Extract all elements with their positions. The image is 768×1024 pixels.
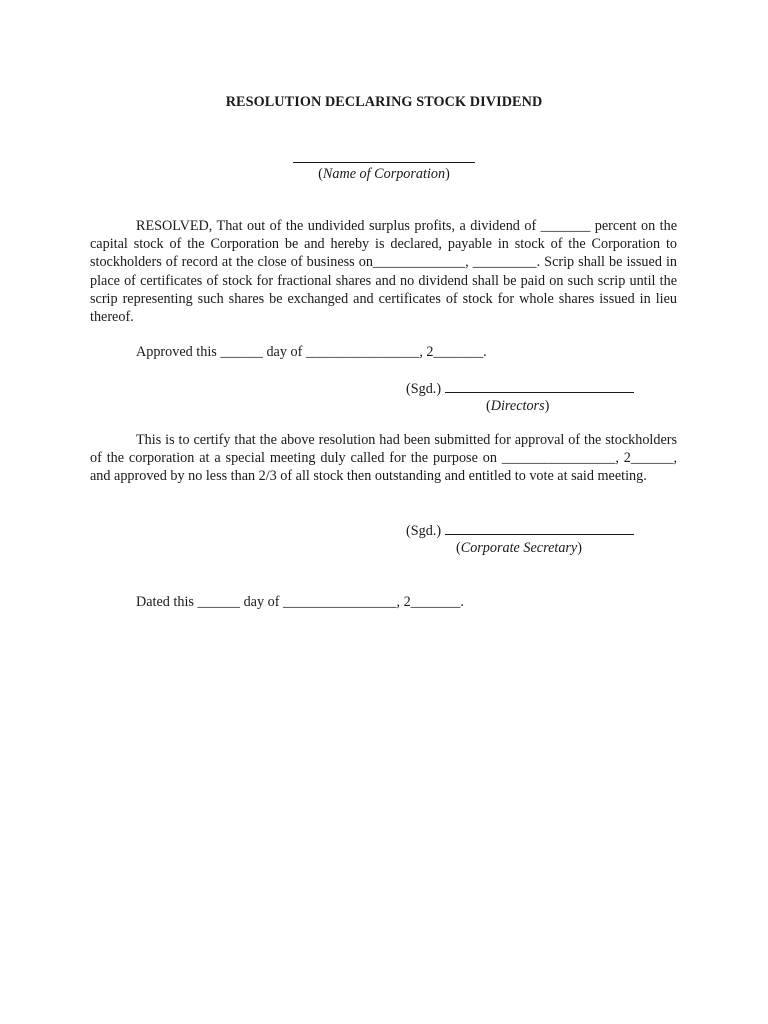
resolution-paragraph-text: RESOLVED, That out of the undivided surplus profits, a dividend of _______ percent on the capital stock of the Corporation be and hereby is declared, payable in stock of the Corporation to stockholders of record at the close of business on_____________, _________. Scrip shall be issued in place of certificates of stock for fractional shares and no dividend shall be paid on such scrip until the scrip representing such shares be exchanged and certificates of stock for whole shares issued in lieu thereof. bbox=[90, 218, 677, 326]
corporation-label-text: Name of Corporation bbox=[322, 166, 446, 182]
approved-date-line: Approved this ______ day of ________________, 2_______. bbox=[136, 344, 487, 360]
secretary-signature-label: (Corporate Secretary) bbox=[456, 540, 582, 556]
secretary-signature-line bbox=[445, 521, 634, 535]
directors-signature-row bbox=[406, 379, 634, 398]
secretary-signature-row bbox=[406, 521, 634, 540]
corporation-name-label bbox=[0, 165, 768, 183]
corporation-name-block bbox=[0, 148, 768, 183]
directors-signature-label: (Directors) bbox=[486, 398, 550, 414]
document-title: RESOLUTION DECLARING STOCK DIVIDEND bbox=[225, 94, 543, 110]
secretary-sgd-prefix: (Sgd.) bbox=[406, 523, 442, 539]
certification-paragraph bbox=[90, 431, 677, 486]
directors-signature-line bbox=[445, 379, 634, 393]
directors-sgd-prefix: (Sgd.) bbox=[406, 381, 442, 397]
certification-paragraph-text: This is to certify that the above resolution had been submitted for approval of the stockholders of the corporation at a special meeting duly called for the purpose on ________________, 2______, and approved by no less than 2/3 of all stock then outstanding and entitled to vote at said meeting. bbox=[90, 432, 677, 485]
resolution-paragraph bbox=[90, 217, 677, 326]
corporation-label-open-paren: ( bbox=[318, 166, 323, 182]
dated-line: Dated this ______ day of ________________, 2_______. bbox=[136, 594, 464, 610]
corporation-name-blank-line bbox=[293, 148, 475, 163]
corporation-label-close-paren: ) bbox=[445, 166, 450, 182]
